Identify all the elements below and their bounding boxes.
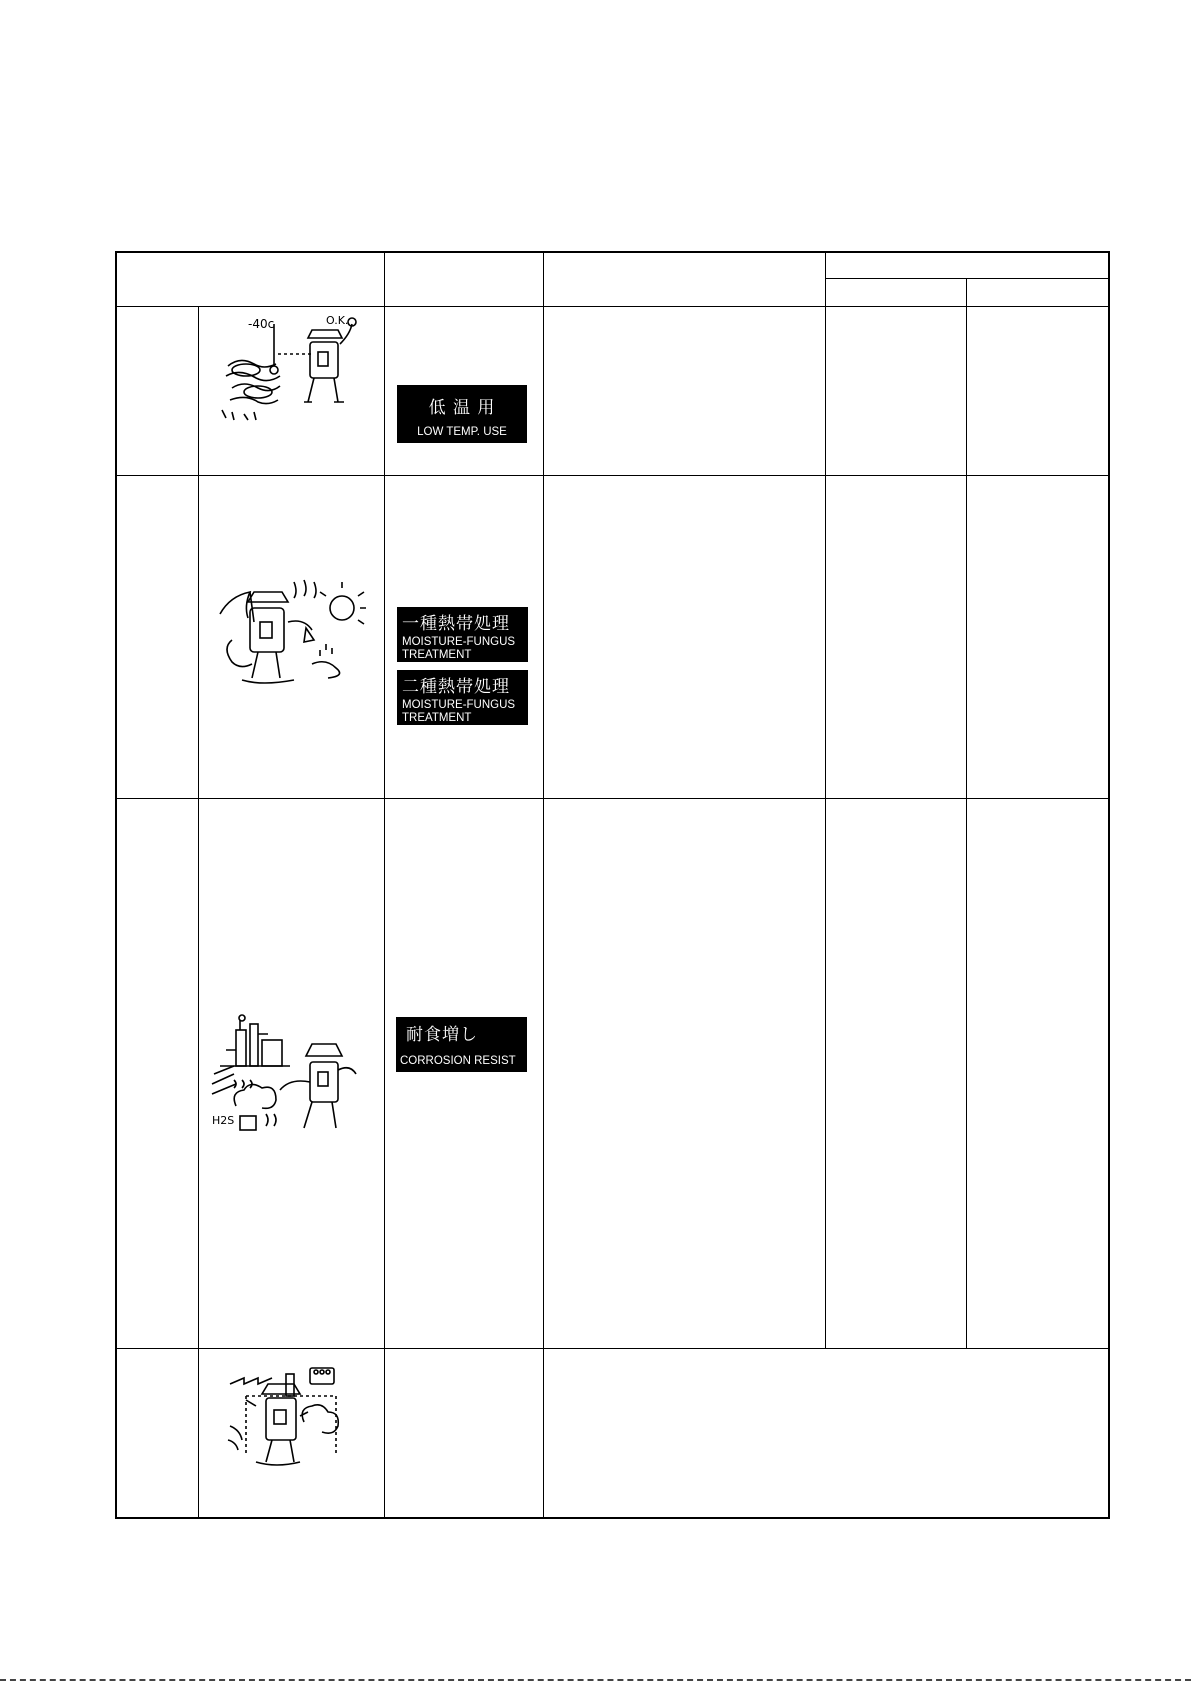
low-temp-use-plate	[397, 385, 527, 443]
row-divider-2	[115, 798, 1110, 799]
low-temperature-illustration	[218, 314, 368, 426]
plate-english-label: CORROSION RESIST	[400, 1055, 516, 1067]
col-divider-1	[198, 306, 199, 1519]
perforation-line	[0, 1679, 1191, 1681]
plate-japanese-label: 耐食増し	[406, 1025, 478, 1045]
col-divider-3	[543, 251, 544, 1519]
plate-english-label: MOISTURE-FUNGUS TREATMENT	[402, 699, 516, 724]
row-divider-3	[115, 1348, 1110, 1349]
plate-japanese-label: 二種熱帯処理	[402, 677, 510, 697]
col-divider-4	[825, 251, 826, 1348]
tropical-moisture-illustration	[214, 578, 368, 690]
svg-text:H2S: H2S	[212, 1114, 235, 1127]
corrosive-gas-illustration	[206, 1010, 366, 1144]
col-divider-2	[384, 251, 385, 1519]
header-divider-right	[825, 278, 1109, 279]
corrosion-resist-plate	[396, 1017, 527, 1072]
plate-english-label: LOW TEMP. USE	[417, 426, 507, 438]
moisture-fungus-plate-type2	[397, 670, 528, 725]
moisture-fungus-plate-type1	[397, 607, 528, 662]
svg-text:-40c: -40c	[248, 317, 275, 331]
header-bottom-rule	[115, 306, 1110, 307]
col-divider-5	[966, 278, 967, 1348]
plate-english-label: MOISTURE-FUNGUS TREATMENT	[402, 636, 516, 661]
row-divider-1	[115, 475, 1110, 476]
plate-japanese-label: 低 温 用	[428, 398, 496, 418]
spec-table	[115, 251, 1110, 1519]
svg-text:O.K.: O.K.	[326, 314, 349, 327]
factory-environment-illustration	[226, 1366, 354, 1470]
plate-japanese-label: 一種熱帯処理	[402, 614, 510, 634]
